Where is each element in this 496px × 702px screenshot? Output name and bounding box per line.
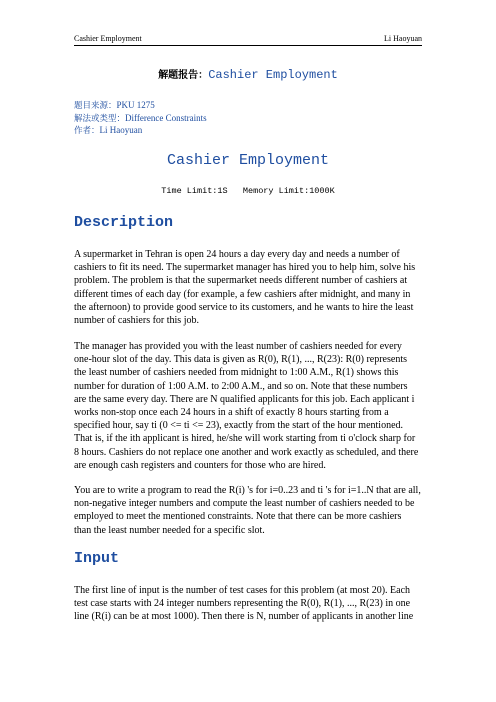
method-label: 解法或类型： — [74, 113, 126, 124]
problem-limits: Time Limit:1S Memory Limit:1000K — [161, 186, 335, 196]
method-line — [74, 113, 207, 126]
report-title-prefix: 解题报告： — [158, 70, 209, 81]
text-line: line (R(i) can be at most 1000). Then there is N, number of applicants in another line — [74, 611, 414, 623]
author-label: 作者： — [74, 126, 100, 136]
text-line: non-negative integer numbers and compute the least number of cashiers needed to be — [74, 498, 415, 510]
text-line: test case starts with 24 integer numbers representing the R(0), R(1), ..., R(23) in one — [74, 598, 411, 610]
description-paragraph-1 — [74, 248, 434, 327]
text-line: the afternoon) to provide good service to its customers, and he wants to hire the least — [74, 301, 414, 313]
text-line: works non-stop once each 24 hours in a shift of exactly 8 hours starting from a — [74, 407, 389, 419]
text-line: specified hour, say ti (0 <= ti <= 23), exactly from the start of the hour mentioned. — [74, 420, 404, 432]
text-line: The first line of input is the number of test cases for this problem (at most 20). Each — [74, 585, 411, 596]
text-line: The manager has provided you with the least number of cashiers needed for every — [74, 341, 402, 352]
header-title: Cashier Employment — [74, 34, 142, 43]
report-title-name: Cashier Employment — [208, 68, 338, 82]
author-value: Li Haoyuan — [99, 125, 143, 135]
text-line: employed to meet the mentioned constraints. Note that there can be more cashiers — [74, 511, 402, 523]
text-line: the least number of cashiers needed from midnight to 1:00 A.M., R(1) shows this — [74, 367, 399, 379]
method-value: Difference Constraints — [125, 112, 207, 123]
text-line: A supermarket in Tehran is open 24 hours a day every day and needs a number of — [74, 249, 400, 260]
text-line: are enough cash registers and counters for those who are hired. — [74, 459, 326, 471]
source-label: 题目来源： — [74, 101, 117, 111]
text-line: than the least number needed for a specific slot. — [74, 524, 265, 536]
running-header — [74, 34, 422, 46]
description-paragraph-3 — [74, 484, 434, 537]
text-line: number for duration of 1:00 A.M. to 2:00 A.M., and so on. Note that these numbers — [74, 380, 408, 392]
text-line: cashiers to fit its need. The supermarket manager has hired you to help him, solve his — [74, 262, 416, 274]
text-line: That is, if the ith applicant is hired, he/she will work starting from ti o'clock sharp for — [74, 433, 416, 445]
text-line: are the same every day. There are N qualified applicants for this job. Each applicant i — [74, 393, 415, 405]
text-line: different times of each day (for example, a few cashiers after midnight, and many in — [74, 288, 411, 300]
text-line: 8 hours. Cashiers do not replace one another and work exactly as scheduled, and there — [74, 446, 419, 458]
description-heading: Description — [74, 214, 174, 231]
report-title — [0, 66, 496, 82]
report-meta — [74, 100, 207, 138]
source-line — [74, 100, 207, 113]
author-line — [74, 125, 207, 138]
header-author: Li Haoyuan — [384, 34, 422, 43]
description-paragraph-2 — [74, 340, 434, 472]
problem-title: Cashier Employment — [166, 152, 330, 169]
text-line: You are to write a program to read the R(i) 's for i=0..23 and ti 's for i=1..N that are all, — [74, 485, 421, 496]
source-value: PKU 1275 — [116, 100, 155, 110]
text-line: problem. The problem is that the supermarket needs different number of cashiers at — [74, 275, 408, 287]
text-line: number of cashiers for this job. — [74, 315, 199, 327]
text-line: one-hour slot of the day. This data is given as R(0), R(1), ..., R(23): R(0) represents — [74, 354, 407, 366]
input-paragraph-1 — [74, 584, 434, 624]
input-heading: Input — [74, 550, 120, 567]
